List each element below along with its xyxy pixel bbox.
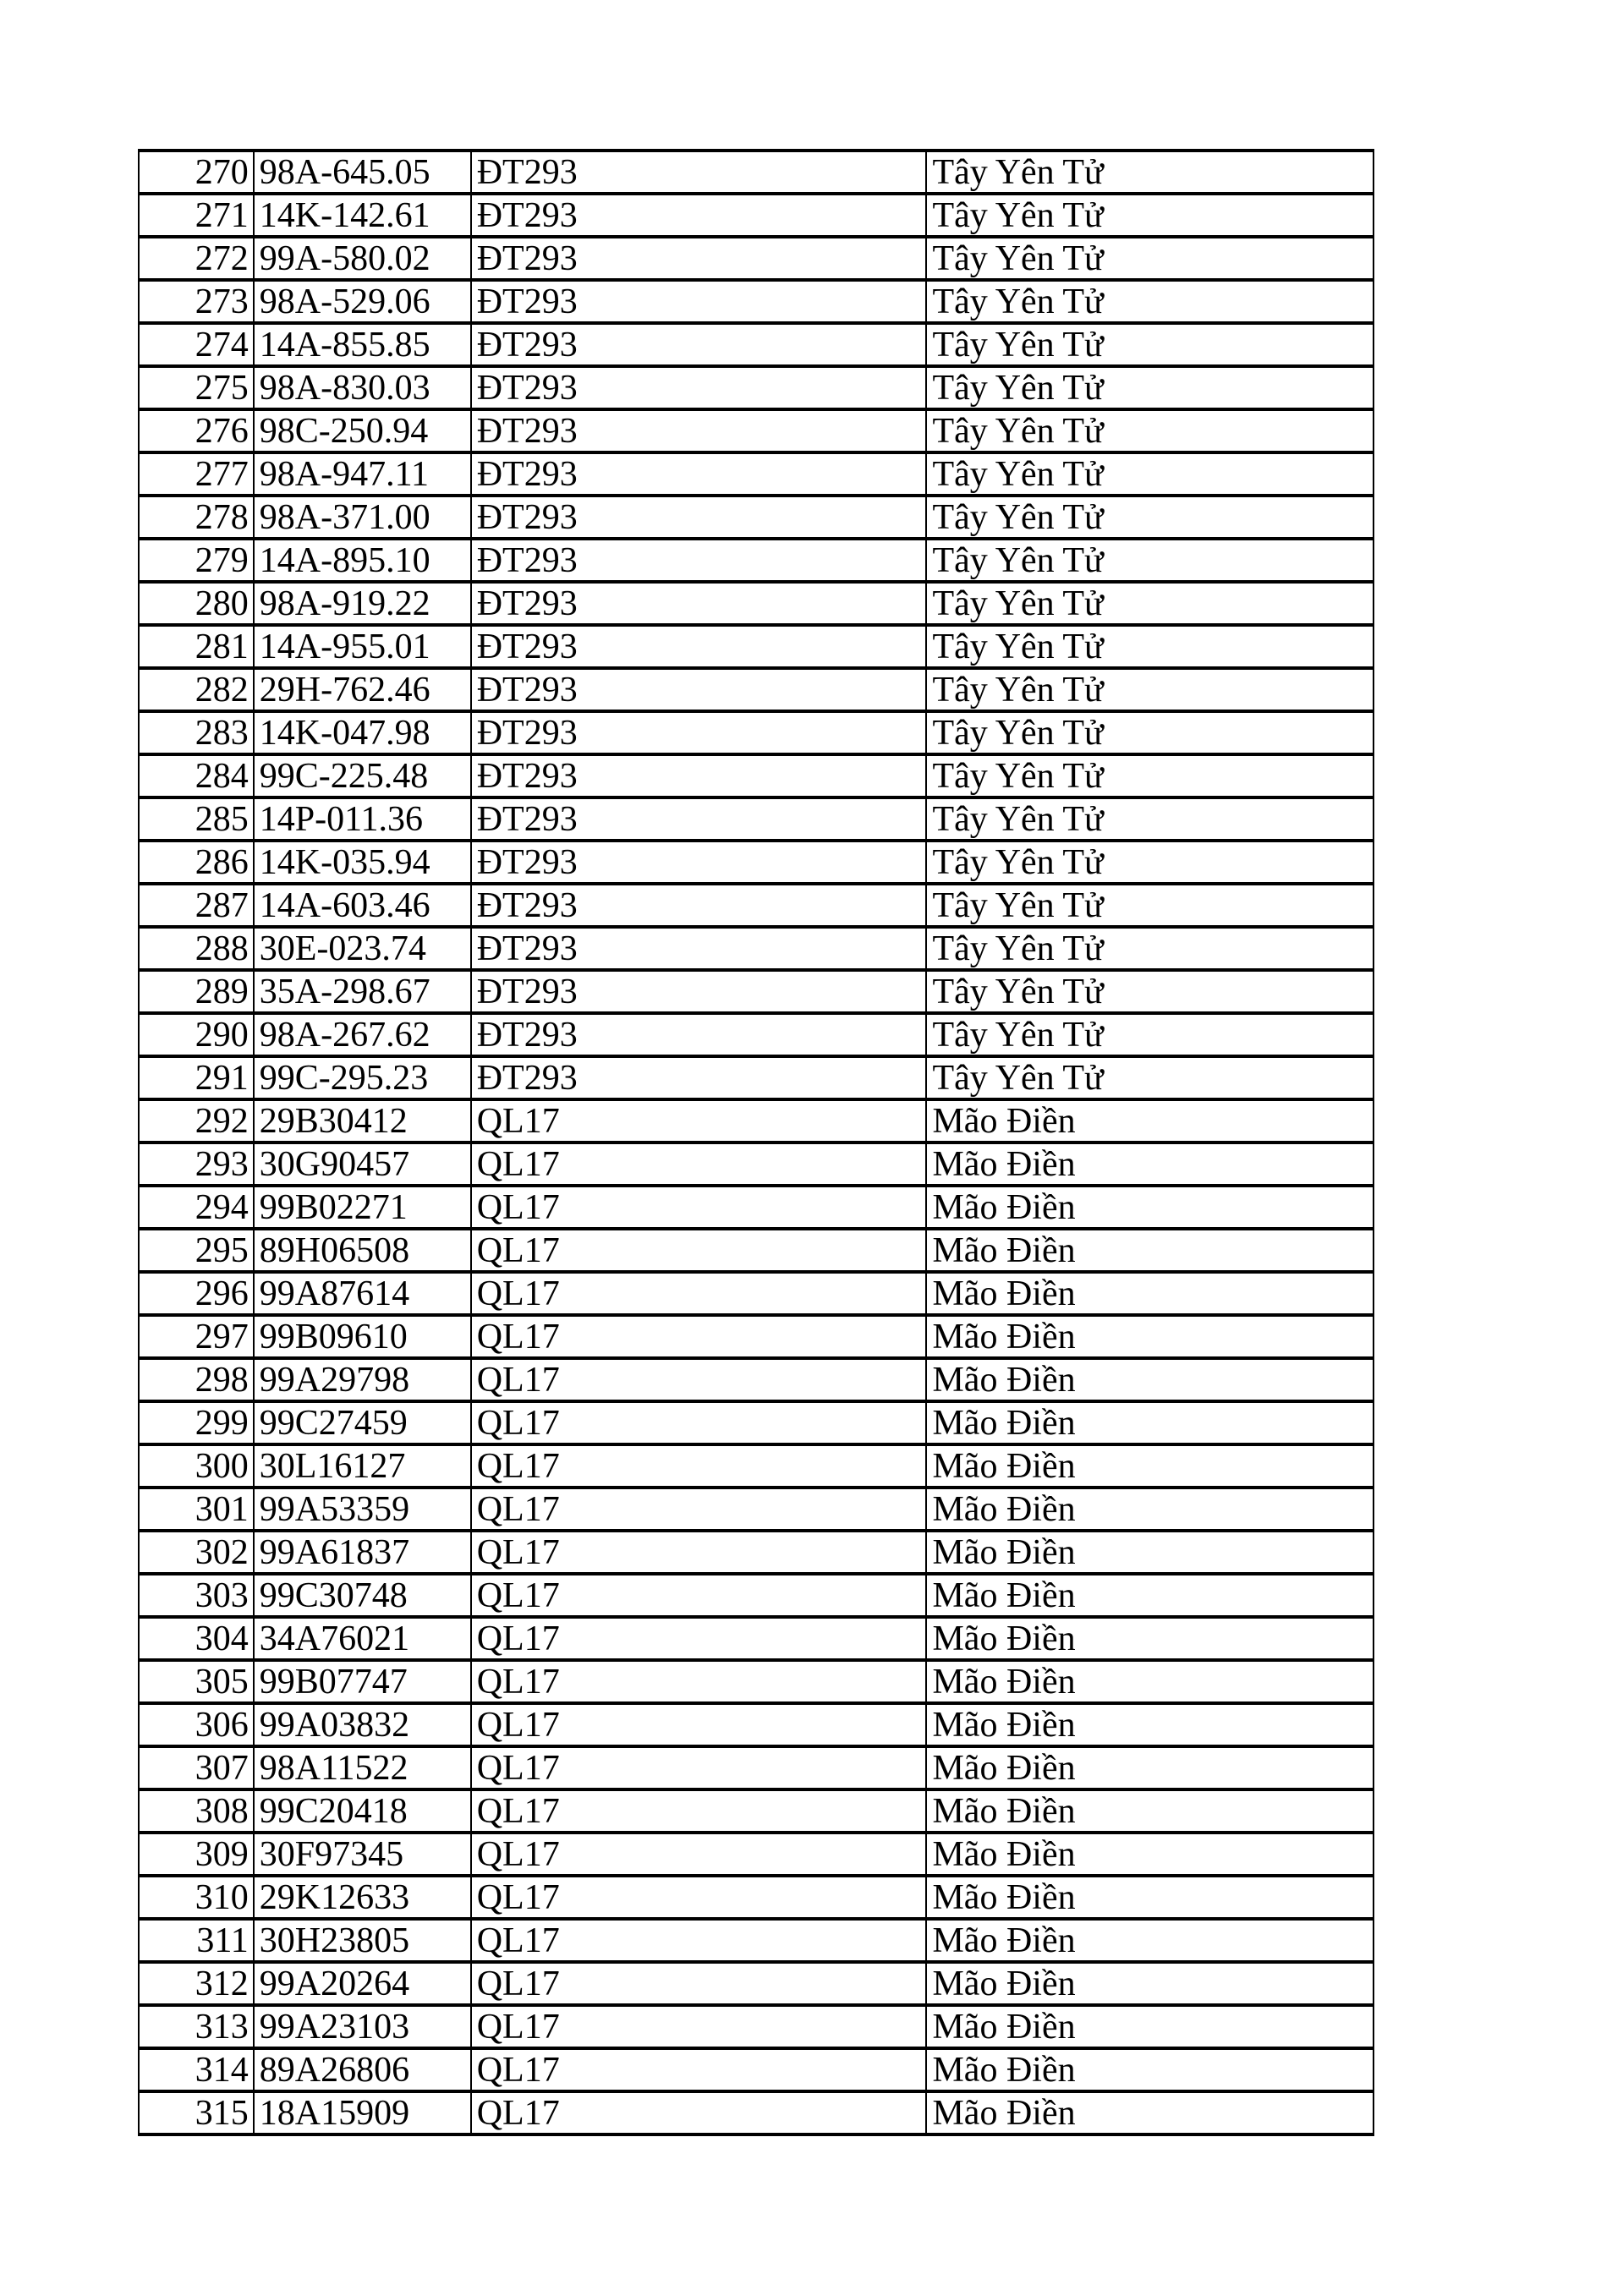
cell-row-number: 307	[139, 1746, 254, 1789]
cell-plate: 89A26806	[254, 2048, 471, 2091]
cell-row-number: 290	[139, 1013, 254, 1056]
cell-plate: 30E-023.74	[254, 927, 471, 970]
cell-plate: 34A76021	[254, 1617, 471, 1660]
cell-plate: 99A23103	[254, 2005, 471, 2048]
cell-location: Tây Yên Tử	[926, 194, 1374, 237]
cell-plate: 99A87614	[254, 1272, 471, 1315]
cell-row-number: 296	[139, 1272, 254, 1315]
cell-location: Mão Điền	[926, 1660, 1374, 1703]
cell-row-number: 294	[139, 1186, 254, 1229]
cell-location: Mão Điền	[926, 1186, 1374, 1229]
cell-plate: 30L16127	[254, 1444, 471, 1488]
cell-route: ĐT293	[471, 625, 927, 668]
table-row	[139, 1315, 1374, 1358]
table-row	[139, 409, 1374, 452]
cell-row-number: 305	[139, 1660, 254, 1703]
cell-row-number: 311	[139, 1919, 254, 1962]
cell-location: Tây Yên Tử	[926, 970, 1374, 1013]
cell-plate: 99C27459	[254, 1401, 471, 1444]
cell-row-number: 283	[139, 711, 254, 754]
cell-location: Tây Yên Tử	[926, 409, 1374, 452]
cell-plate: 98A-919.22	[254, 582, 471, 625]
cell-plate: 98A-371.00	[254, 496, 471, 539]
cell-row-number: 284	[139, 754, 254, 797]
cell-route: ĐT293	[471, 884, 927, 927]
cell-row-number: 299	[139, 1401, 254, 1444]
cell-plate: 99A-580.02	[254, 237, 471, 280]
cell-route: QL17	[471, 1574, 927, 1617]
cell-row-number: 303	[139, 1574, 254, 1617]
cell-row-number: 310	[139, 1876, 254, 1919]
table-row	[139, 1746, 1374, 1789]
cell-plate: 98A-267.62	[254, 1013, 471, 1056]
table-row	[139, 366, 1374, 409]
cell-route: QL17	[471, 1229, 927, 1272]
cell-location: Mão Điền	[926, 1143, 1374, 1186]
cell-location: Tây Yên Tử	[926, 884, 1374, 927]
cell-location: Mão Điền	[926, 1531, 1374, 1574]
cell-location: Mão Điền	[926, 1315, 1374, 1358]
cell-location: Mão Điền	[926, 1962, 1374, 2005]
table-row	[139, 1143, 1374, 1186]
cell-row-number: 274	[139, 323, 254, 366]
cell-location: Tây Yên Tử	[926, 366, 1374, 409]
cell-row-number: 302	[139, 1531, 254, 1574]
cell-route: ĐT293	[471, 754, 927, 797]
table-row	[139, 841, 1374, 884]
cell-plate: 99B07747	[254, 1660, 471, 1703]
cell-route: QL17	[471, 1186, 927, 1229]
table-row	[139, 2091, 1374, 2134]
cell-plate: 99C20418	[254, 1789, 471, 1833]
table-row	[139, 668, 1374, 711]
cell-row-number: 298	[139, 1358, 254, 1401]
table-row	[139, 280, 1374, 323]
table-row	[139, 1272, 1374, 1315]
cell-plate: 99C-295.23	[254, 1056, 471, 1099]
table-row	[139, 1833, 1374, 1876]
cell-plate: 30H23805	[254, 1919, 471, 1962]
cell-route: QL17	[471, 1919, 927, 1962]
cell-route: QL17	[471, 1272, 927, 1315]
table-row	[139, 927, 1374, 970]
cell-row-number: 306	[139, 1703, 254, 1746]
cell-row-number: 304	[139, 1617, 254, 1660]
cell-location: Tây Yên Tử	[926, 927, 1374, 970]
table-row	[139, 1358, 1374, 1401]
cell-row-number: 287	[139, 884, 254, 927]
cell-location: Mão Điền	[926, 2005, 1374, 2048]
cell-row-number: 300	[139, 1444, 254, 1488]
cell-plate: 30F97345	[254, 1833, 471, 1876]
cell-route: ĐT293	[471, 194, 927, 237]
table-row	[139, 884, 1374, 927]
cell-route: ĐT293	[471, 452, 927, 496]
cell-row-number: 312	[139, 1962, 254, 2005]
cell-plate: 99A03832	[254, 1703, 471, 1746]
cell-route: ĐT293	[471, 927, 927, 970]
table-row	[139, 1186, 1374, 1229]
cell-route: QL17	[471, 1315, 927, 1358]
table-row	[139, 1488, 1374, 1531]
cell-row-number: 273	[139, 280, 254, 323]
table-row	[139, 754, 1374, 797]
table-row	[139, 1789, 1374, 1833]
cell-plate: 98A-947.11	[254, 452, 471, 496]
cell-plate: 89H06508	[254, 1229, 471, 1272]
cell-route: ĐT293	[471, 151, 927, 194]
cell-plate: 18A15909	[254, 2091, 471, 2134]
cell-plate: 98C-250.94	[254, 409, 471, 452]
table-row	[139, 1056, 1374, 1099]
cell-route: ĐT293	[471, 280, 927, 323]
cell-location: Tây Yên Tử	[926, 1013, 1374, 1056]
cell-location: Mão Điền	[926, 1099, 1374, 1143]
cell-route: ĐT293	[471, 582, 927, 625]
cell-route: ĐT293	[471, 970, 927, 1013]
cell-row-number: 270	[139, 151, 254, 194]
cell-location: Tây Yên Tử	[926, 797, 1374, 841]
cell-row-number: 282	[139, 668, 254, 711]
vehicle-route-table	[138, 149, 1374, 2136]
table-row	[139, 1876, 1374, 1919]
cell-row-number: 279	[139, 539, 254, 582]
cell-plate: 99A53359	[254, 1488, 471, 1531]
cell-location: Tây Yên Tử	[926, 539, 1374, 582]
cell-route: ĐT293	[471, 409, 927, 452]
cell-row-number: 271	[139, 194, 254, 237]
cell-location: Tây Yên Tử	[926, 625, 1374, 668]
cell-row-number: 272	[139, 237, 254, 280]
cell-route: QL17	[471, 1617, 927, 1660]
cell-plate: 14A-603.46	[254, 884, 471, 927]
cell-route: QL17	[471, 2048, 927, 2091]
cell-row-number: 291	[139, 1056, 254, 1099]
table-row	[139, 1013, 1374, 1056]
table-row	[139, 711, 1374, 754]
cell-plate: 99B09610	[254, 1315, 471, 1358]
table-row	[139, 1229, 1374, 1272]
cell-row-number: 286	[139, 841, 254, 884]
cell-row-number: 278	[139, 496, 254, 539]
cell-location: Tây Yên Tử	[926, 582, 1374, 625]
cell-route: QL17	[471, 1660, 927, 1703]
cell-location: Mão Điền	[926, 1703, 1374, 1746]
cell-row-number: 288	[139, 927, 254, 970]
cell-row-number: 315	[139, 2091, 254, 2134]
cell-location: Mão Điền	[926, 1617, 1374, 1660]
cell-plate: 99C30748	[254, 1574, 471, 1617]
cell-location: Mão Điền	[926, 1574, 1374, 1617]
cell-route: QL17	[471, 1962, 927, 2005]
cell-route: ĐT293	[471, 366, 927, 409]
cell-location: Tây Yên Tử	[926, 280, 1374, 323]
table-row	[139, 323, 1374, 366]
cell-route: QL17	[471, 2091, 927, 2134]
cell-location: Mão Điền	[926, 2048, 1374, 2091]
cell-route: QL17	[471, 1099, 927, 1143]
cell-row-number: 292	[139, 1099, 254, 1143]
table-row	[139, 1099, 1374, 1143]
cell-plate: 98A-830.03	[254, 366, 471, 409]
cell-location: Tây Yên Tử	[926, 754, 1374, 797]
cell-location: Mão Điền	[926, 2091, 1374, 2134]
cell-location: Tây Yên Tử	[926, 323, 1374, 366]
cell-location: Mão Điền	[926, 1789, 1374, 1833]
cell-location: Mão Điền	[926, 1876, 1374, 1919]
table-body	[139, 151, 1374, 2134]
table-row	[139, 452, 1374, 496]
cell-plate: 98A11522	[254, 1746, 471, 1789]
cell-plate: 98A-529.06	[254, 280, 471, 323]
cell-location: Mão Điền	[926, 1358, 1374, 1401]
table-row	[139, 1574, 1374, 1617]
cell-route: ĐT293	[471, 797, 927, 841]
cell-location: Mão Điền	[926, 1229, 1374, 1272]
table-row	[139, 2005, 1374, 2048]
cell-row-number: 301	[139, 1488, 254, 1531]
cell-location: Mão Điền	[926, 1444, 1374, 1488]
cell-plate: 99C-225.48	[254, 754, 471, 797]
cell-route: QL17	[471, 1789, 927, 1833]
cell-route: ĐT293	[471, 539, 927, 582]
cell-location: Tây Yên Tử	[926, 452, 1374, 496]
table-row	[139, 237, 1374, 280]
cell-route: QL17	[471, 1703, 927, 1746]
table-row	[139, 970, 1374, 1013]
cell-row-number: 280	[139, 582, 254, 625]
cell-location: Mão Điền	[926, 1746, 1374, 1789]
cell-route: ĐT293	[471, 841, 927, 884]
cell-route: ĐT293	[471, 711, 927, 754]
cell-plate: 14P-011.36	[254, 797, 471, 841]
cell-route: QL17	[471, 1358, 927, 1401]
table-row	[139, 582, 1374, 625]
cell-route: ĐT293	[471, 668, 927, 711]
cell-plate: 14A-895.10	[254, 539, 471, 582]
cell-location: Mão Điền	[926, 1488, 1374, 1531]
cell-plate: 99A61837	[254, 1531, 471, 1574]
cell-plate: 29K12633	[254, 1876, 471, 1919]
cell-plate: 29B30412	[254, 1099, 471, 1143]
cell-location: Tây Yên Tử	[926, 237, 1374, 280]
cell-location: Tây Yên Tử	[926, 711, 1374, 754]
cell-route: ĐT293	[471, 496, 927, 539]
cell-location: Tây Yên Tử	[926, 841, 1374, 884]
cell-location: Mão Điền	[926, 1401, 1374, 1444]
table-row	[139, 1919, 1374, 1962]
table-row	[139, 1531, 1374, 1574]
cell-route: QL17	[471, 2005, 927, 2048]
cell-location: Tây Yên Tử	[926, 668, 1374, 711]
cell-route: QL17	[471, 1488, 927, 1531]
cell-plate: 14A-955.01	[254, 625, 471, 668]
cell-route: ĐT293	[471, 1013, 927, 1056]
cell-row-number: 285	[139, 797, 254, 841]
cell-plate: 99A29798	[254, 1358, 471, 1401]
cell-location: Mão Điền	[926, 1833, 1374, 1876]
cell-route: QL17	[471, 1143, 927, 1186]
cell-plate: 98A-645.05	[254, 151, 471, 194]
table-row	[139, 1617, 1374, 1660]
cell-route: ĐT293	[471, 323, 927, 366]
table-row	[139, 151, 1374, 194]
cell-row-number: 289	[139, 970, 254, 1013]
cell-route: QL17	[471, 1746, 927, 1789]
table-row	[139, 194, 1374, 237]
cell-route: QL17	[471, 1444, 927, 1488]
cell-plate: 14A-855.85	[254, 323, 471, 366]
cell-location: Tây Yên Tử	[926, 151, 1374, 194]
cell-plate: 35A-298.67	[254, 970, 471, 1013]
cell-row-number: 309	[139, 1833, 254, 1876]
cell-row-number: 314	[139, 2048, 254, 2091]
cell-row-number: 297	[139, 1315, 254, 1358]
cell-route: QL17	[471, 1401, 927, 1444]
cell-location: Tây Yên Tử	[926, 1056, 1374, 1099]
table-row	[139, 539, 1374, 582]
cell-location: Mão Điền	[926, 1919, 1374, 1962]
table-row	[139, 1401, 1374, 1444]
cell-row-number: 295	[139, 1229, 254, 1272]
cell-plate: 29H-762.46	[254, 668, 471, 711]
cell-location: Mão Điền	[926, 1272, 1374, 1315]
cell-plate: 14K-047.98	[254, 711, 471, 754]
table-row	[139, 1660, 1374, 1703]
cell-row-number: 275	[139, 366, 254, 409]
cell-plate: 99B02271	[254, 1186, 471, 1229]
cell-row-number: 281	[139, 625, 254, 668]
table-row	[139, 625, 1374, 668]
cell-plate: 30G90457	[254, 1143, 471, 1186]
table-row	[139, 1444, 1374, 1488]
cell-route: QL17	[471, 1833, 927, 1876]
table-row	[139, 1703, 1374, 1746]
cell-route: QL17	[471, 1876, 927, 1919]
cell-row-number: 293	[139, 1143, 254, 1186]
cell-row-number: 276	[139, 409, 254, 452]
table-row	[139, 797, 1374, 841]
cell-plate: 14K-142.61	[254, 194, 471, 237]
table-row	[139, 496, 1374, 539]
cell-route: ĐT293	[471, 237, 927, 280]
cell-row-number: 308	[139, 1789, 254, 1833]
cell-plate: 99A20264	[254, 1962, 471, 2005]
cell-route: ĐT293	[471, 1056, 927, 1099]
table-row	[139, 1962, 1374, 2005]
cell-row-number: 313	[139, 2005, 254, 2048]
cell-location: Tây Yên Tử	[926, 496, 1374, 539]
cell-row-number: 277	[139, 452, 254, 496]
cell-route: QL17	[471, 1531, 927, 1574]
table-row	[139, 2048, 1374, 2091]
cell-plate: 14K-035.94	[254, 841, 471, 884]
